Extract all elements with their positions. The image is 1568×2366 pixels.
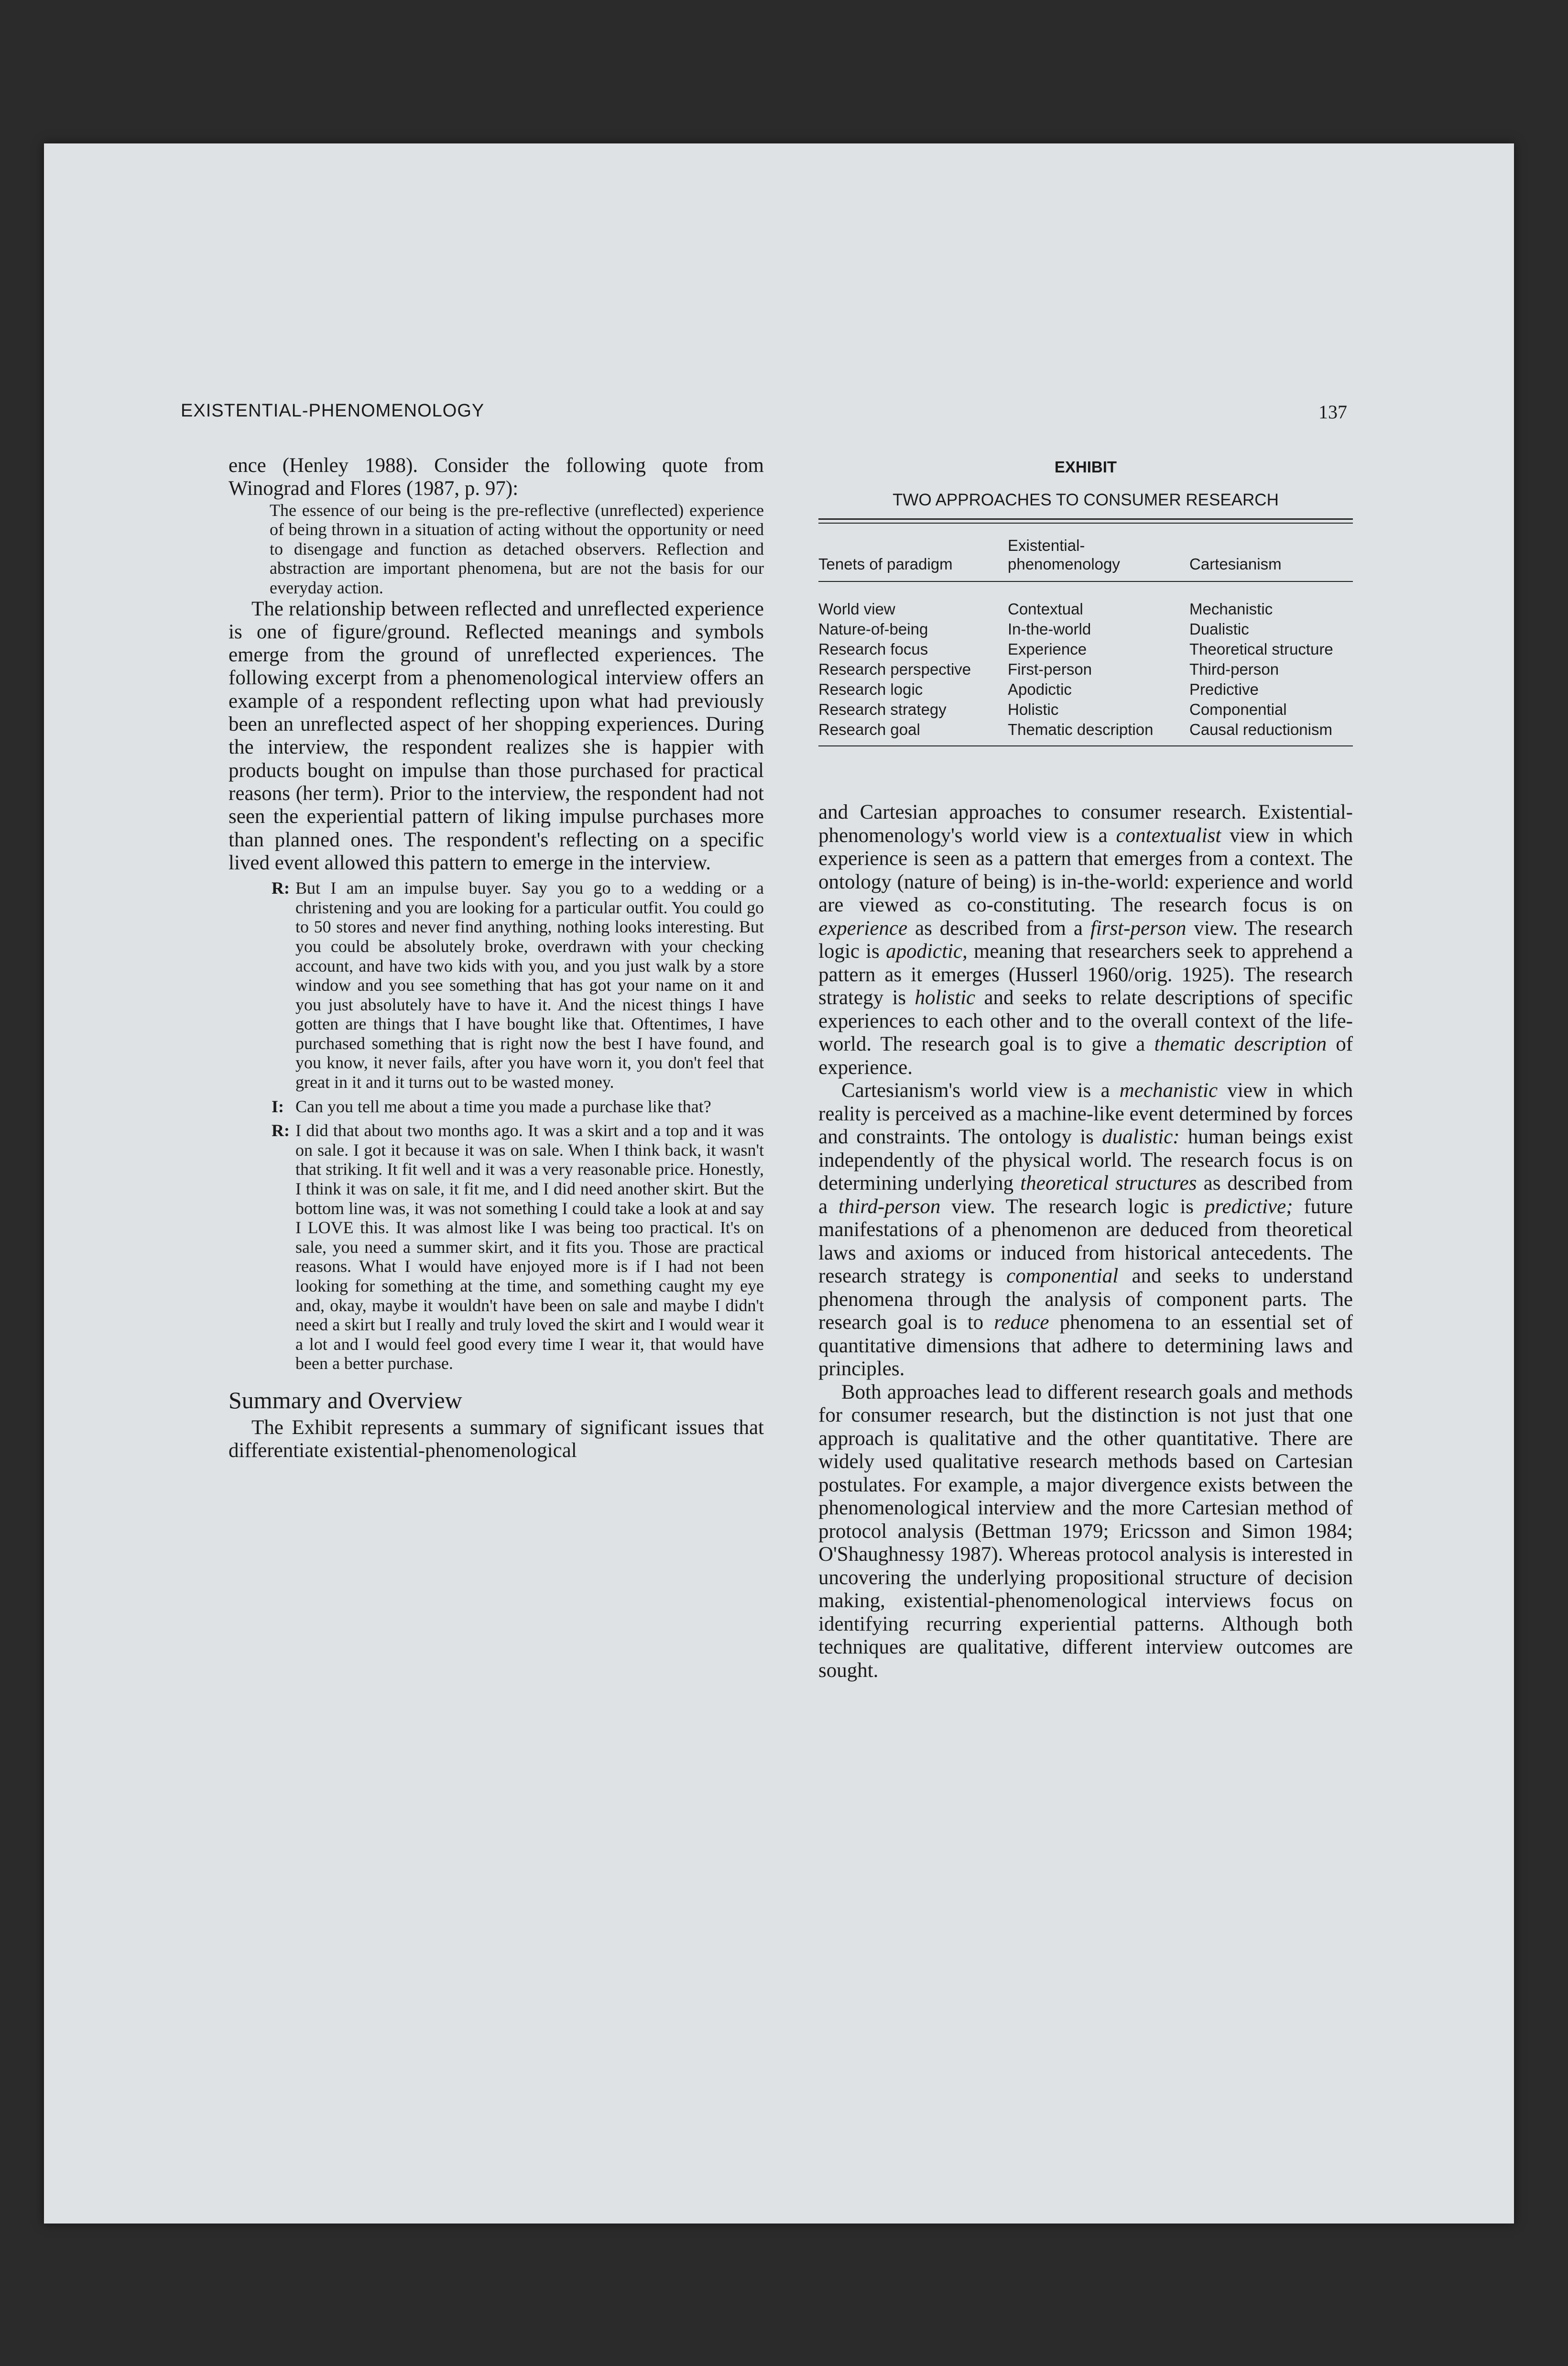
table-cell: Research strategy [818,701,947,718]
table-row [818,599,1353,619]
text-run: and Cartesian approaches to consumer research. Existential-phenomenology's world view is a [818,801,1353,847]
paragraph: Both approaches lead to different research goals and methods for consumer research, but the distinction is not just that one approach is qualitative and the other quantitative. There are widely used qualitative research methods based on Cartesian postulates. For example, a major divergence exists between the phenomenological interview and the more Cartesian method of protocol analysis (Bettman 1979; Ericsson and Simon 1984; O'Shaughnessy 1987). Whereas protocol analysis is interested in uncovering the underlying propositional structure of decision making, existential-phenomenological interviews focus on identifying recurring experiential patterns. Although both techniques are qualitative, different interview outcomes are sought. [818,1380,1353,1682]
table-cell: Thematic description [1008,721,1154,738]
table-cell: Experience [1008,640,1087,658]
exhibit-table [818,458,1353,746]
italic-term: experience [818,917,908,940]
page-number: 137 [1318,401,1347,423]
text-run: phenomena to an essential set of quantitative dimensions that adhere to determining laws and principles. [818,1311,1353,1380]
table-row [818,639,1353,659]
dialogue-text: Can you tell me about a time you made a purchase like that? [295,1096,711,1116]
text-run: and seeks to relate descriptions of specific experiences to each other and to the overall context of the life-world. The research goal is to give a [818,986,1353,1055]
table-cell: Predictive [1189,680,1259,698]
text-run: and seeks to understand phenomena through the analysis of component parts. The research goal is to [818,1265,1353,1334]
italic-term: dualistic: [1102,1126,1180,1148]
table-header-rule [818,581,1353,582]
text-run: human beings exist independently of the physical world. The research focus is on determining underlying [818,1126,1353,1194]
exhibit-title: EXHIBIT [1054,458,1117,476]
text-run: Cartesianism's world view is a [841,1079,1120,1102]
italic-term: theoretical structures [1020,1172,1197,1194]
dialogue-turn [272,1121,764,1373]
text-run: as described from a [818,1172,1353,1218]
text-run: as described from a [907,917,1090,940]
table-header-row [818,524,1353,581]
table-cell: Nature-of-being [818,620,928,638]
table-body [818,599,1353,740]
dialogue-text: I did that about two months ago. It was a skirt and a top and it was on sale. I got it because it was on sale. When I think back, it wasn't that striking. It fit well and it was a very reasonable price. Honestly, I think it was on sale, it fit me, and I did need another skirt. But the bottom line was, it was not something I could take a look at and say I LOVE this. It was almost like I was being too practical. It's on sale, you need a summer skirt, and it fits you. Those are practical reasons. What I would have enjoyed more is if I had not been looking for something at the time, and something caught my eye and, okay, maybe it wouldn't have been on sale and maybe I didn't need a skirt but I really and truly loved the skirt and I would wear it a lot and I would feel good every time I wear it, that would have been a better purchase. [295,1121,764,1373]
text-run: meaning that researchers seek to apprehend a pattern as it emerges (Husserl 1960/orig. 1925). The research strategy is [818,940,1353,1009]
table-row [818,679,1353,700]
text-run: future manifestations of a phenomenon are deduced from theoretical laws and axioms or induced from historical antecedents. The research strategy is [818,1195,1353,1287]
italic-term: reduce [994,1311,1049,1334]
table-cell: Holistic [1008,701,1059,718]
table-cell: Theoretical structure [1189,640,1333,658]
summary-paragraph: The Exhibit represents a summary of significant issues that differentiate existential-phenomenological [229,1416,764,1462]
text-run: view in which experience is seen as a pattern that emerges from a context. The ontology (nature of being) is in-the-world: experience and world are viewed as co-constituting. The research focus is on [818,824,1353,916]
italic-term: apodictic, [886,940,968,963]
italic-term: first-person [1090,917,1187,940]
italic-term: third-person [838,1195,941,1218]
paragraph [818,801,1353,1079]
block-quote: The essence of our being is the pre-reflective (unreflected) experience of being thrown in a situation of acting without the opportunity or need to disengage and function as detached observers. Reflection and abstraction are important phenomena, but are not the basis for our everyday action. [270,500,764,597]
table-cell: Apodictic [1008,680,1072,698]
italic-term: holistic [915,986,976,1009]
speaker-label: R: [272,1121,290,1140]
table-cell: Causal reductionism [1189,721,1332,738]
dialogue-text: But I am an impulse buyer. Say you go to a wedding or a christening and you are looking for a particular outfit. You could go to 50 stores and never find anything, nothing looks interesting. But you could be absolutely broke, overdrawn with your checking account, and have two kids with you, and you just walk by a store window and you see something that has got your name on it and you just absolutely have to have it. And the nicest things I have gotten are things that I have bought like that. Oftentimes, I have purchased something that is right now the best I have found, and you know, it never fails, after you have worn it, you don't feel that great in it and it turns out to be wasted money. [295,878,764,1092]
column-header: Tenets of paradigm [818,555,953,573]
italic-term: contextualist [1116,824,1221,847]
table-cell: Componential [1189,701,1287,718]
text-run: view. The research logic is [818,917,1353,963]
table-cell: Research perspective [818,660,971,678]
column-header: Cartesianism [1189,555,1282,573]
right-column [818,801,1353,1682]
speaker-label: R: [272,878,290,898]
table-cell: Mechanistic [1189,600,1273,618]
table-bottom-rule [818,745,1353,746]
table-cell: Research focus [818,640,928,658]
table-row [818,720,1353,740]
italic-term: predictive; [1204,1195,1293,1218]
paragraph [818,1079,1353,1381]
table-row [818,619,1353,639]
table-cell: Contextual [1008,600,1083,618]
table-row [818,700,1353,720]
exhibit-subtitle: TWO APPROACHES TO CONSUMER RESEARCH [893,491,1279,509]
speaker-label: I: [272,1096,284,1116]
italic-term: componential [1006,1265,1119,1287]
running-head: EXISTENTIAL-PHENOMENOLOGY [181,401,485,421]
dialogue-turn [272,878,764,1092]
paragraph: The relationship between reflected and unreflected experience is one of figure/ground. Reflected meanings and symbols emerge from the ground of unreflected experiences. The following excerpt from a phenomenological interview offers an example of a respondent reflecting upon what had previously been an unreflected aspect of her shopping experiences. During the interview, the respondent realizes she is happier with products bought on impulse than those purchased for practical reasons (her term). Prior to the interview, the respondent had not seen the experiential pattern of liking impulse purchases more than planned ones. The respondent's reflecting on a specific lived event allowed this pattern to emerge in the interview. [229,597,764,874]
table-cell: Research goal [818,721,920,738]
table-top-rule [818,518,1353,520]
left-column [229,454,764,1463]
table-cell: Research logic [818,680,923,698]
table-cell: Third-person [1189,660,1279,678]
dialogue-turn [272,1097,764,1117]
table-cell: First-person [1008,660,1092,678]
italic-term: mechanistic [1119,1079,1218,1102]
text-run: view. The research logic is [940,1195,1205,1218]
table-row [818,659,1353,679]
column-header: Existential-phenomenology [1008,537,1120,573]
section-heading: Summary and Overview [229,1386,462,1413]
table-cell: World view [818,600,895,618]
text-run: of experience. [818,1033,1353,1079]
italic-term: thematic description [1154,1033,1327,1055]
table-cell: In-the-world [1008,620,1091,638]
text-run: view in which reality is perceived as a machine-like event determined by forces and constraints. The ontology is [818,1079,1353,1148]
intro-paragraph: ence (Henley 1988). Consider the following quote from Winograd and Flores (1987, p. 97): [229,454,764,500]
table-cell: Dualistic [1189,620,1249,638]
